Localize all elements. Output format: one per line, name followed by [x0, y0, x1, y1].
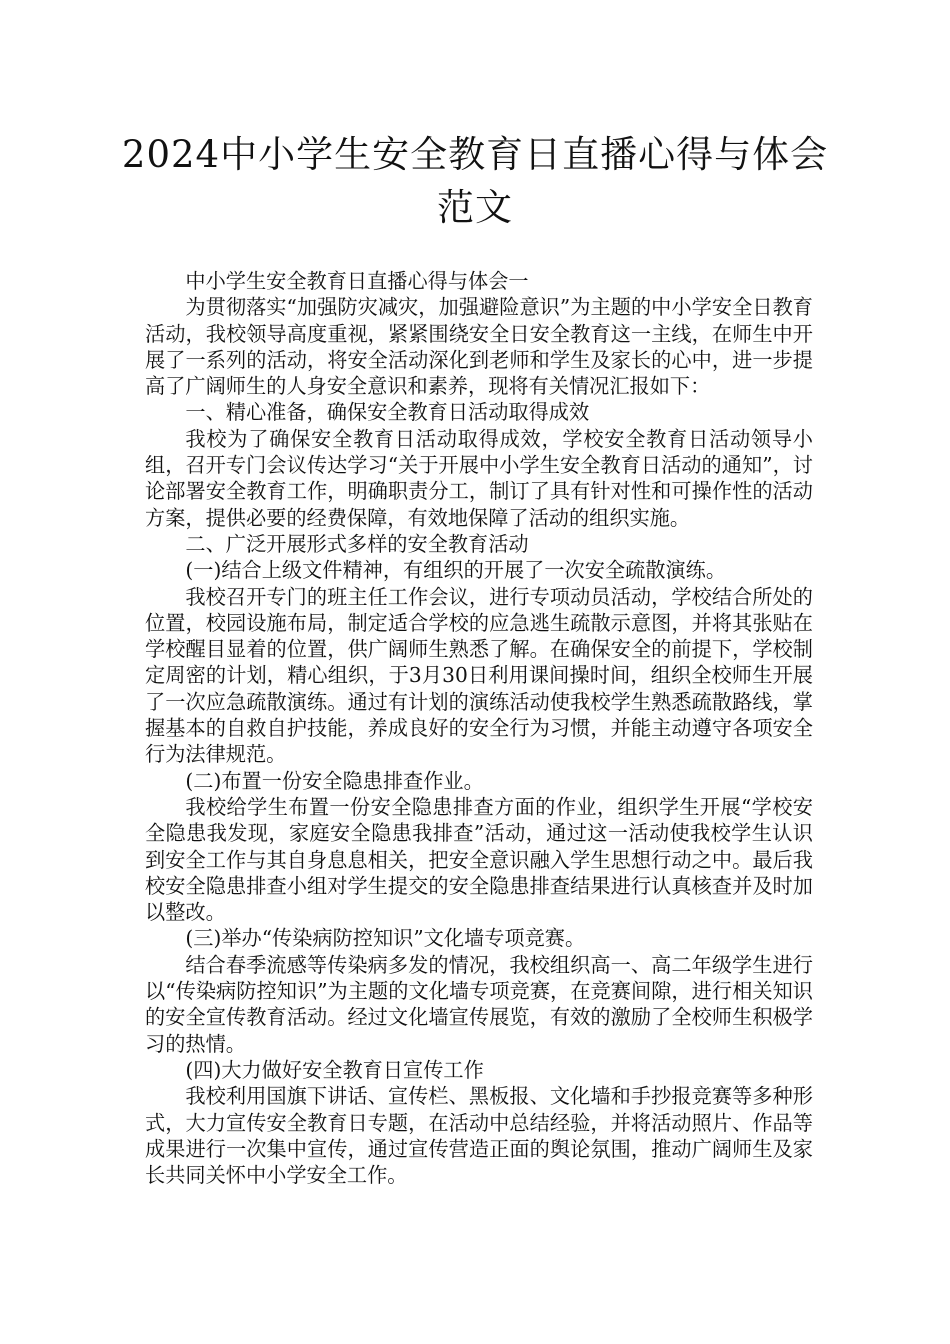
section-heading: 一、精心准备，确保安全教育日活动取得成效	[185, 400, 590, 425]
subsection-heading: (四)大力做好安全教育日宣传工作	[185, 1057, 484, 1082]
body-paragraph: 我校为了确保安全教育日活动取得成效，学校安全教育日活动领导小组，召开专门会议传达学习“关于开展中小学生安全教育日活动的通知”，讨论部署安全教育工作，明确职责分工，制订了具有针对性和可操作性的活动方案，提供必要的经费保障，有效地保障了活动的组织实施。	[145, 426, 813, 530]
document-body	[145, 268, 813, 1188]
body-paragraph: 我校给学生布置一份安全隐患排查方面的作业，组织学生开展“学校安全隐患我发现，家庭安全隐患我排查”活动，通过这一活动使我校学生认识到安全工作与其自身息息相关，把安全意识融入学生思想行动之中。最后我校安全隐患排查小组对学生提交的安全隐患排查结果进行认真核查并及时加以整改。	[145, 794, 813, 925]
section-heading: 二、广泛开展形式多样的安全教育活动	[185, 531, 529, 556]
body-paragraph: 我校召开专门的班主任工作会议，进行专项动员活动，学校结合所处的位置，校园设施布局，制定适合学校的应急逃生疏散示意图，并将其张贴在学校醒目显着的位置，供广阔师生熟悉了解。在确保安全的前提下，学校制定周密的计划，精心组织，于3月30日利用课间操时间，组织全校师生开展了一次应急疏散演练。通过有计划的演练活动使我校学生熟悉疏散路线，掌握基本的自救自护技能，养成良好的安全行为习惯，并能主动遵守各项安全行为法律规范。	[145, 584, 813, 767]
body-paragraph: 我校利用国旗下讲话、宣传栏、黑板报、文化墙和手抄报竞赛等多种形式，大力宣传安全教育日专题，在活动中总结经验，并将活动照片、作品等成果进行一次集中宣传，通过宣传营造正面的舆论氛围，推动广阔师生及家长共同关怀中小学安全工作。	[145, 1084, 813, 1188]
title-line-1: 2024中小学生安全教育日直播心得与体会	[121, 133, 829, 176]
document-title	[100, 128, 850, 234]
section-heading: 中小学生安全教育日直播心得与体会一	[185, 269, 529, 293]
subsection-heading: (一)结合上级文件精神，有组织的开展了一次安全疏散演练。	[185, 558, 727, 583]
body-paragraph: 结合春季流感等传染病多发的情况，我校组织高一、高二年级学生进行以“传染病防控知识”为主题的文化墙专项竞赛，在竞赛间隙，进行相关知识的安全宣传教育活动。经过文化墙宣传展览，有效的激励了全校师生积极学习的热情。	[145, 952, 813, 1056]
body-paragraph: 为贯彻落实“加强防灾减灾，加强避险意识”为主题的中小学安全日教育活动，我校领导高度重视，紧紧围绕安全日安全教育这一主线，在师生中开展了一系列的活动，将安全活动深化到老师和学生及家长的心中，进一步提高了广阔师生的人身安全意识和素养，现将有关情况汇报如下：	[145, 295, 813, 399]
title-line-2: 范文	[437, 186, 513, 229]
subsection-heading: (二)布置一份安全隐患排查作业。	[185, 768, 484, 793]
subsection-heading: (三)举办“传染病防控知识”文化墙专项竞赛。	[185, 926, 586, 951]
